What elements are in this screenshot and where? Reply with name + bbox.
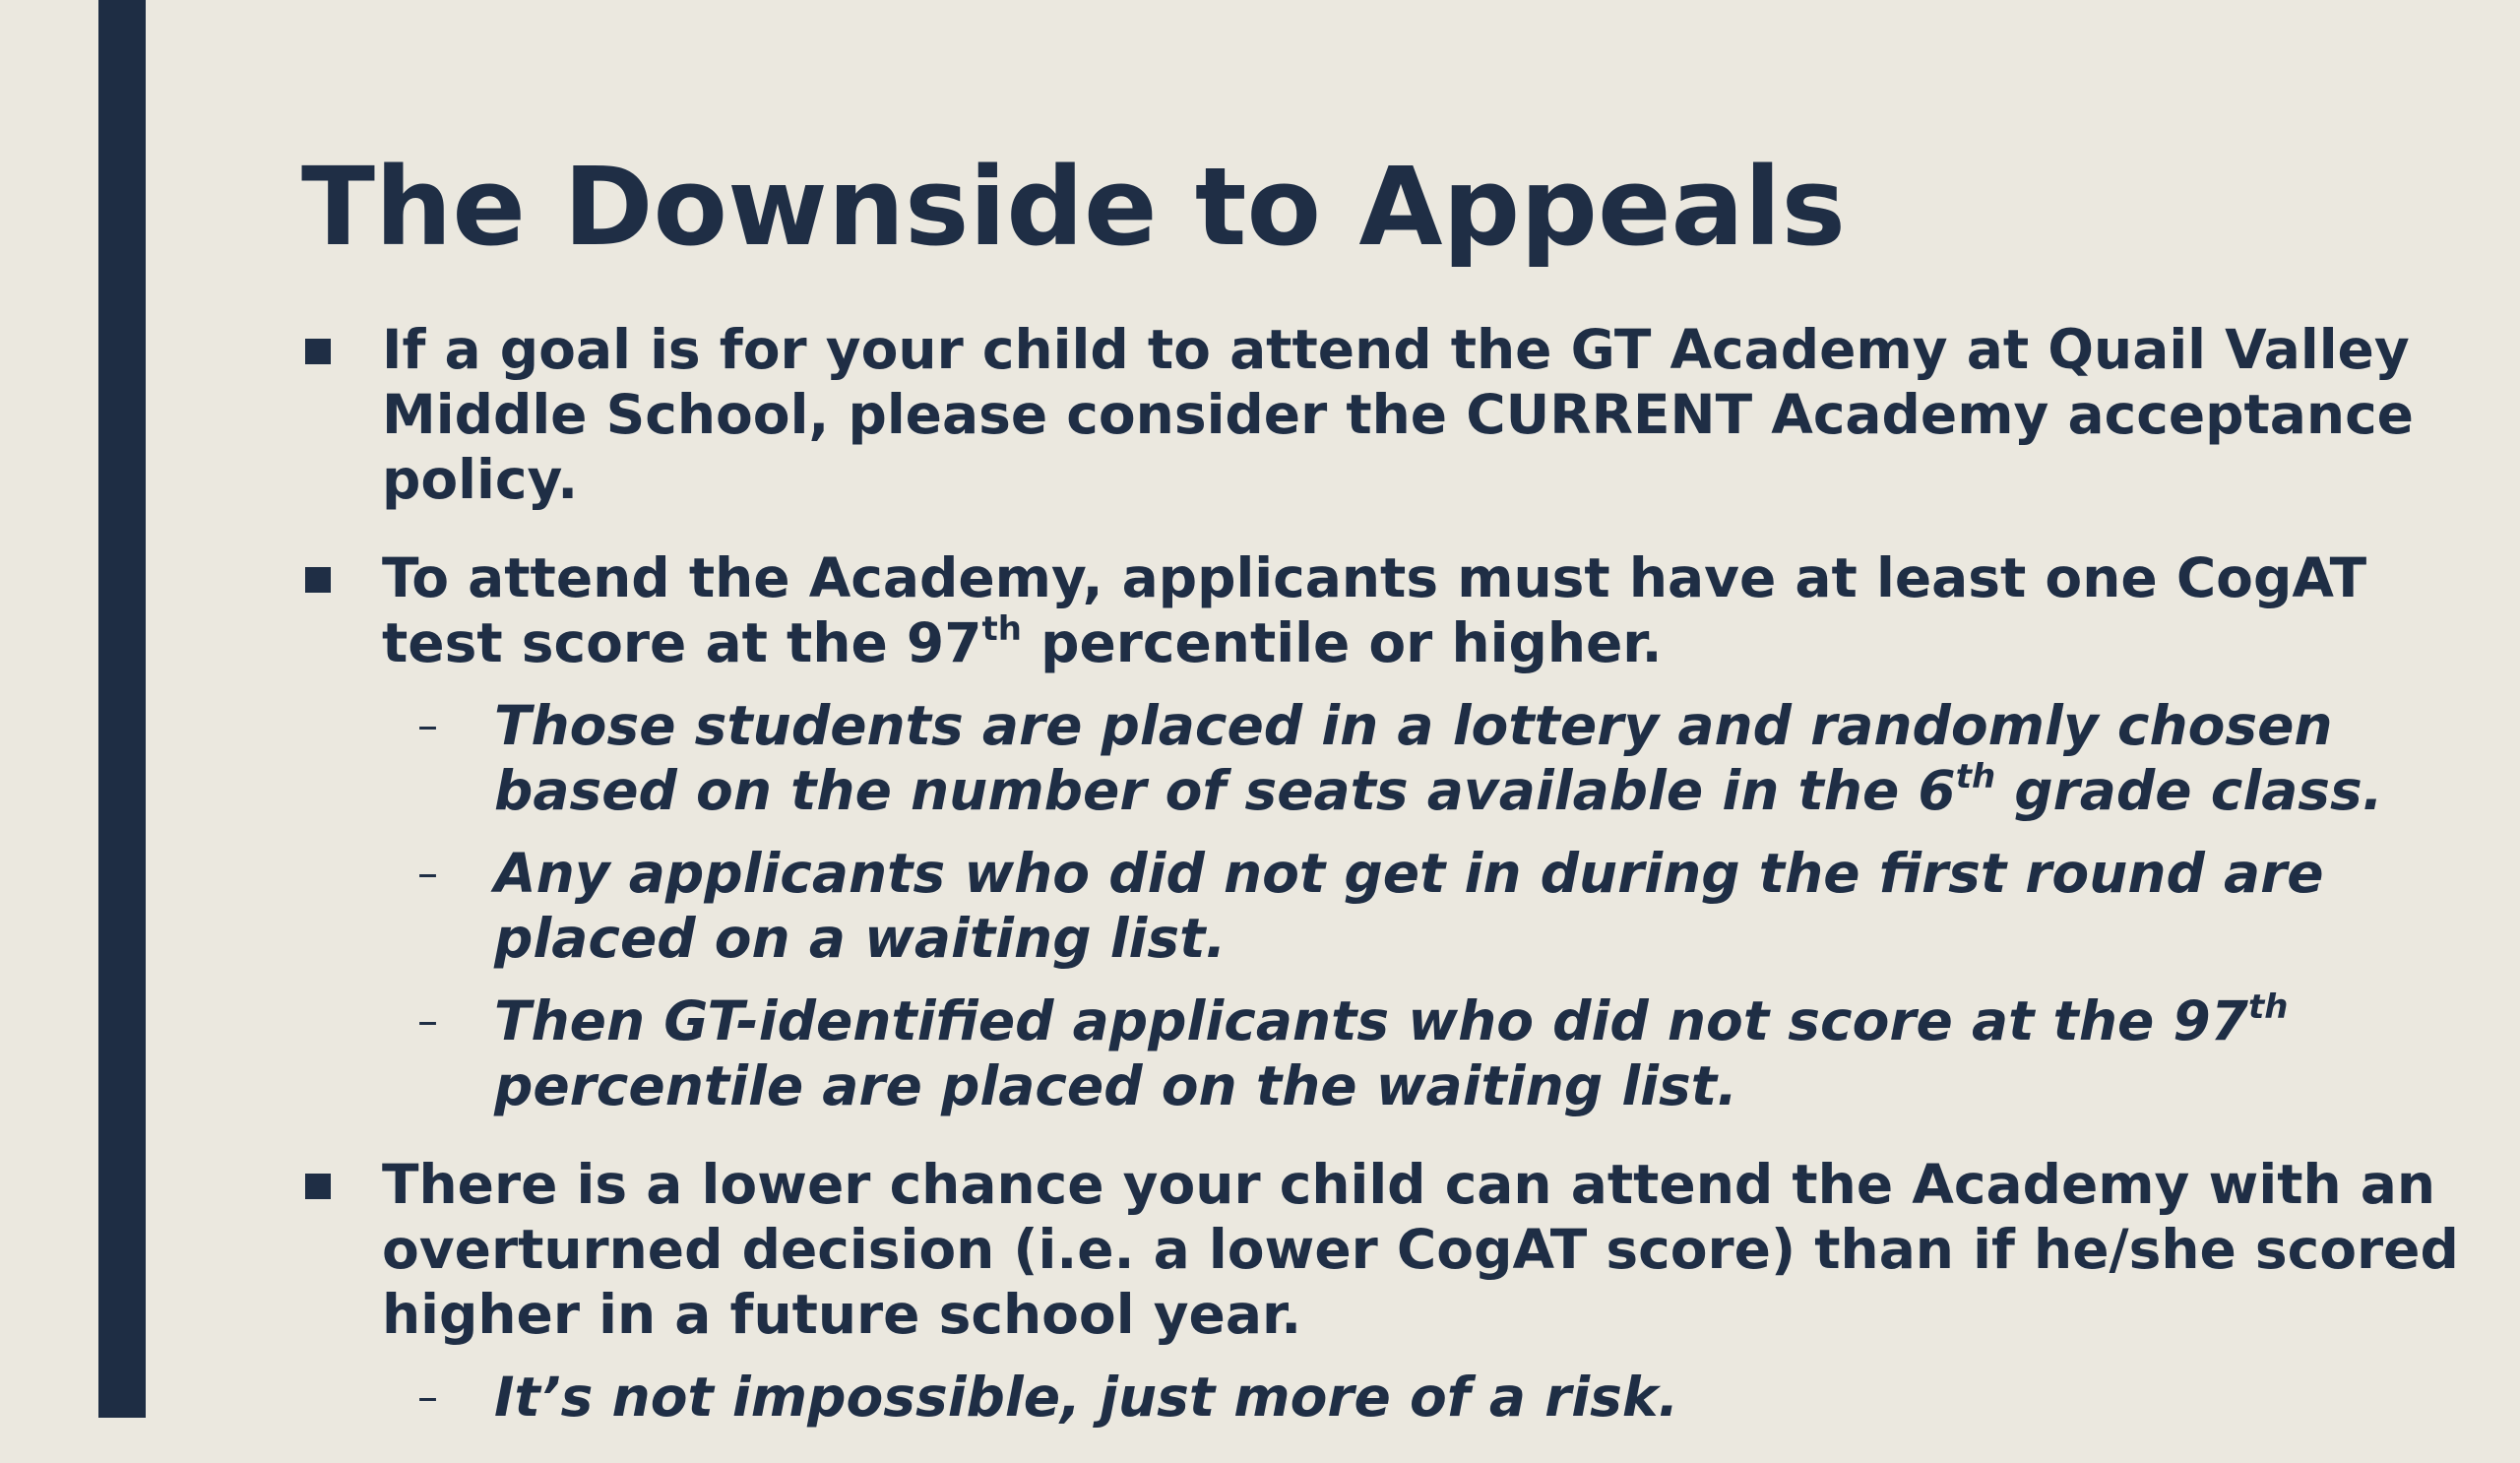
dash-bullet-icon: – [417,996,438,1045]
bullet-2-superscript: th [981,609,1022,649]
slide-title: The Downside to Appeals [301,144,1846,270]
bullet-3 [301,1152,2467,1430]
sub-bullet-3-1 [301,1365,2467,1430]
sub-bullet-2-1-text-part-1: Those students are placed in a lottery and randomly chosen based on the number of seats available in the 6 [494,694,2333,822]
bullet-2 [301,545,2467,1118]
sub-bullet-2-1-superscript: th [1955,757,1996,796]
sub-bullet-2-1-text-part-2: grade class. [1995,759,2383,822]
sub-bullet-2-2 [301,841,2467,971]
bullet-3-text: There is a lower chance your child can attend the Academy with an overturned decision (i.e. a lower CogAT score) than if he/she scored higher in a future school year. [382,1153,2459,1346]
bullet-2-text [382,546,2366,674]
slide [301,0,2467,1429]
sub-bullet-2-1 [301,693,2467,823]
sub-bullet-2-3-superscript: th [2247,987,2289,1027]
bullet-2-text-part-2: percentile or higher. [1021,611,1663,674]
dash-bullet-icon: – [417,849,438,897]
bullet-1 [301,317,2467,512]
sub-bullet-2-2-text: Any applicants who did not get in during the first round are placed on a waiting list. [494,842,2324,970]
bullet-2-sublist [382,693,2467,1118]
bullet-list [301,317,2467,1463]
bullet-3-sublist [382,1365,2467,1430]
dash-bullet-icon: – [417,701,438,749]
square-bullet-icon [305,1174,331,1199]
dash-bullet-icon: – [417,1372,438,1421]
sub-bullet-3-1-text: It’s not impossible, just more of a risk. [494,1366,1679,1429]
sub-bullet-2-3 [301,988,2467,1118]
left-accent-bar [98,0,146,1418]
bullet-2-text-part-1: To attend the Academy, applicants must have at least one CogAT test score at the 97 [382,546,2367,674]
square-bullet-icon [305,567,331,593]
square-bullet-icon [305,339,331,364]
sub-bullet-2-3-text-part-2: percentile are placed on the waiting list. [494,1054,1737,1117]
sub-bullet-2-3-text-part-1: Then GT-identified applicants who did not score at the 97 [494,989,2248,1052]
bullet-1-text: If a goal is for your child to attend the GT Academy at Quail Valley Middle School, please consider the CURRENT Academy acceptance policy. [382,318,2414,511]
